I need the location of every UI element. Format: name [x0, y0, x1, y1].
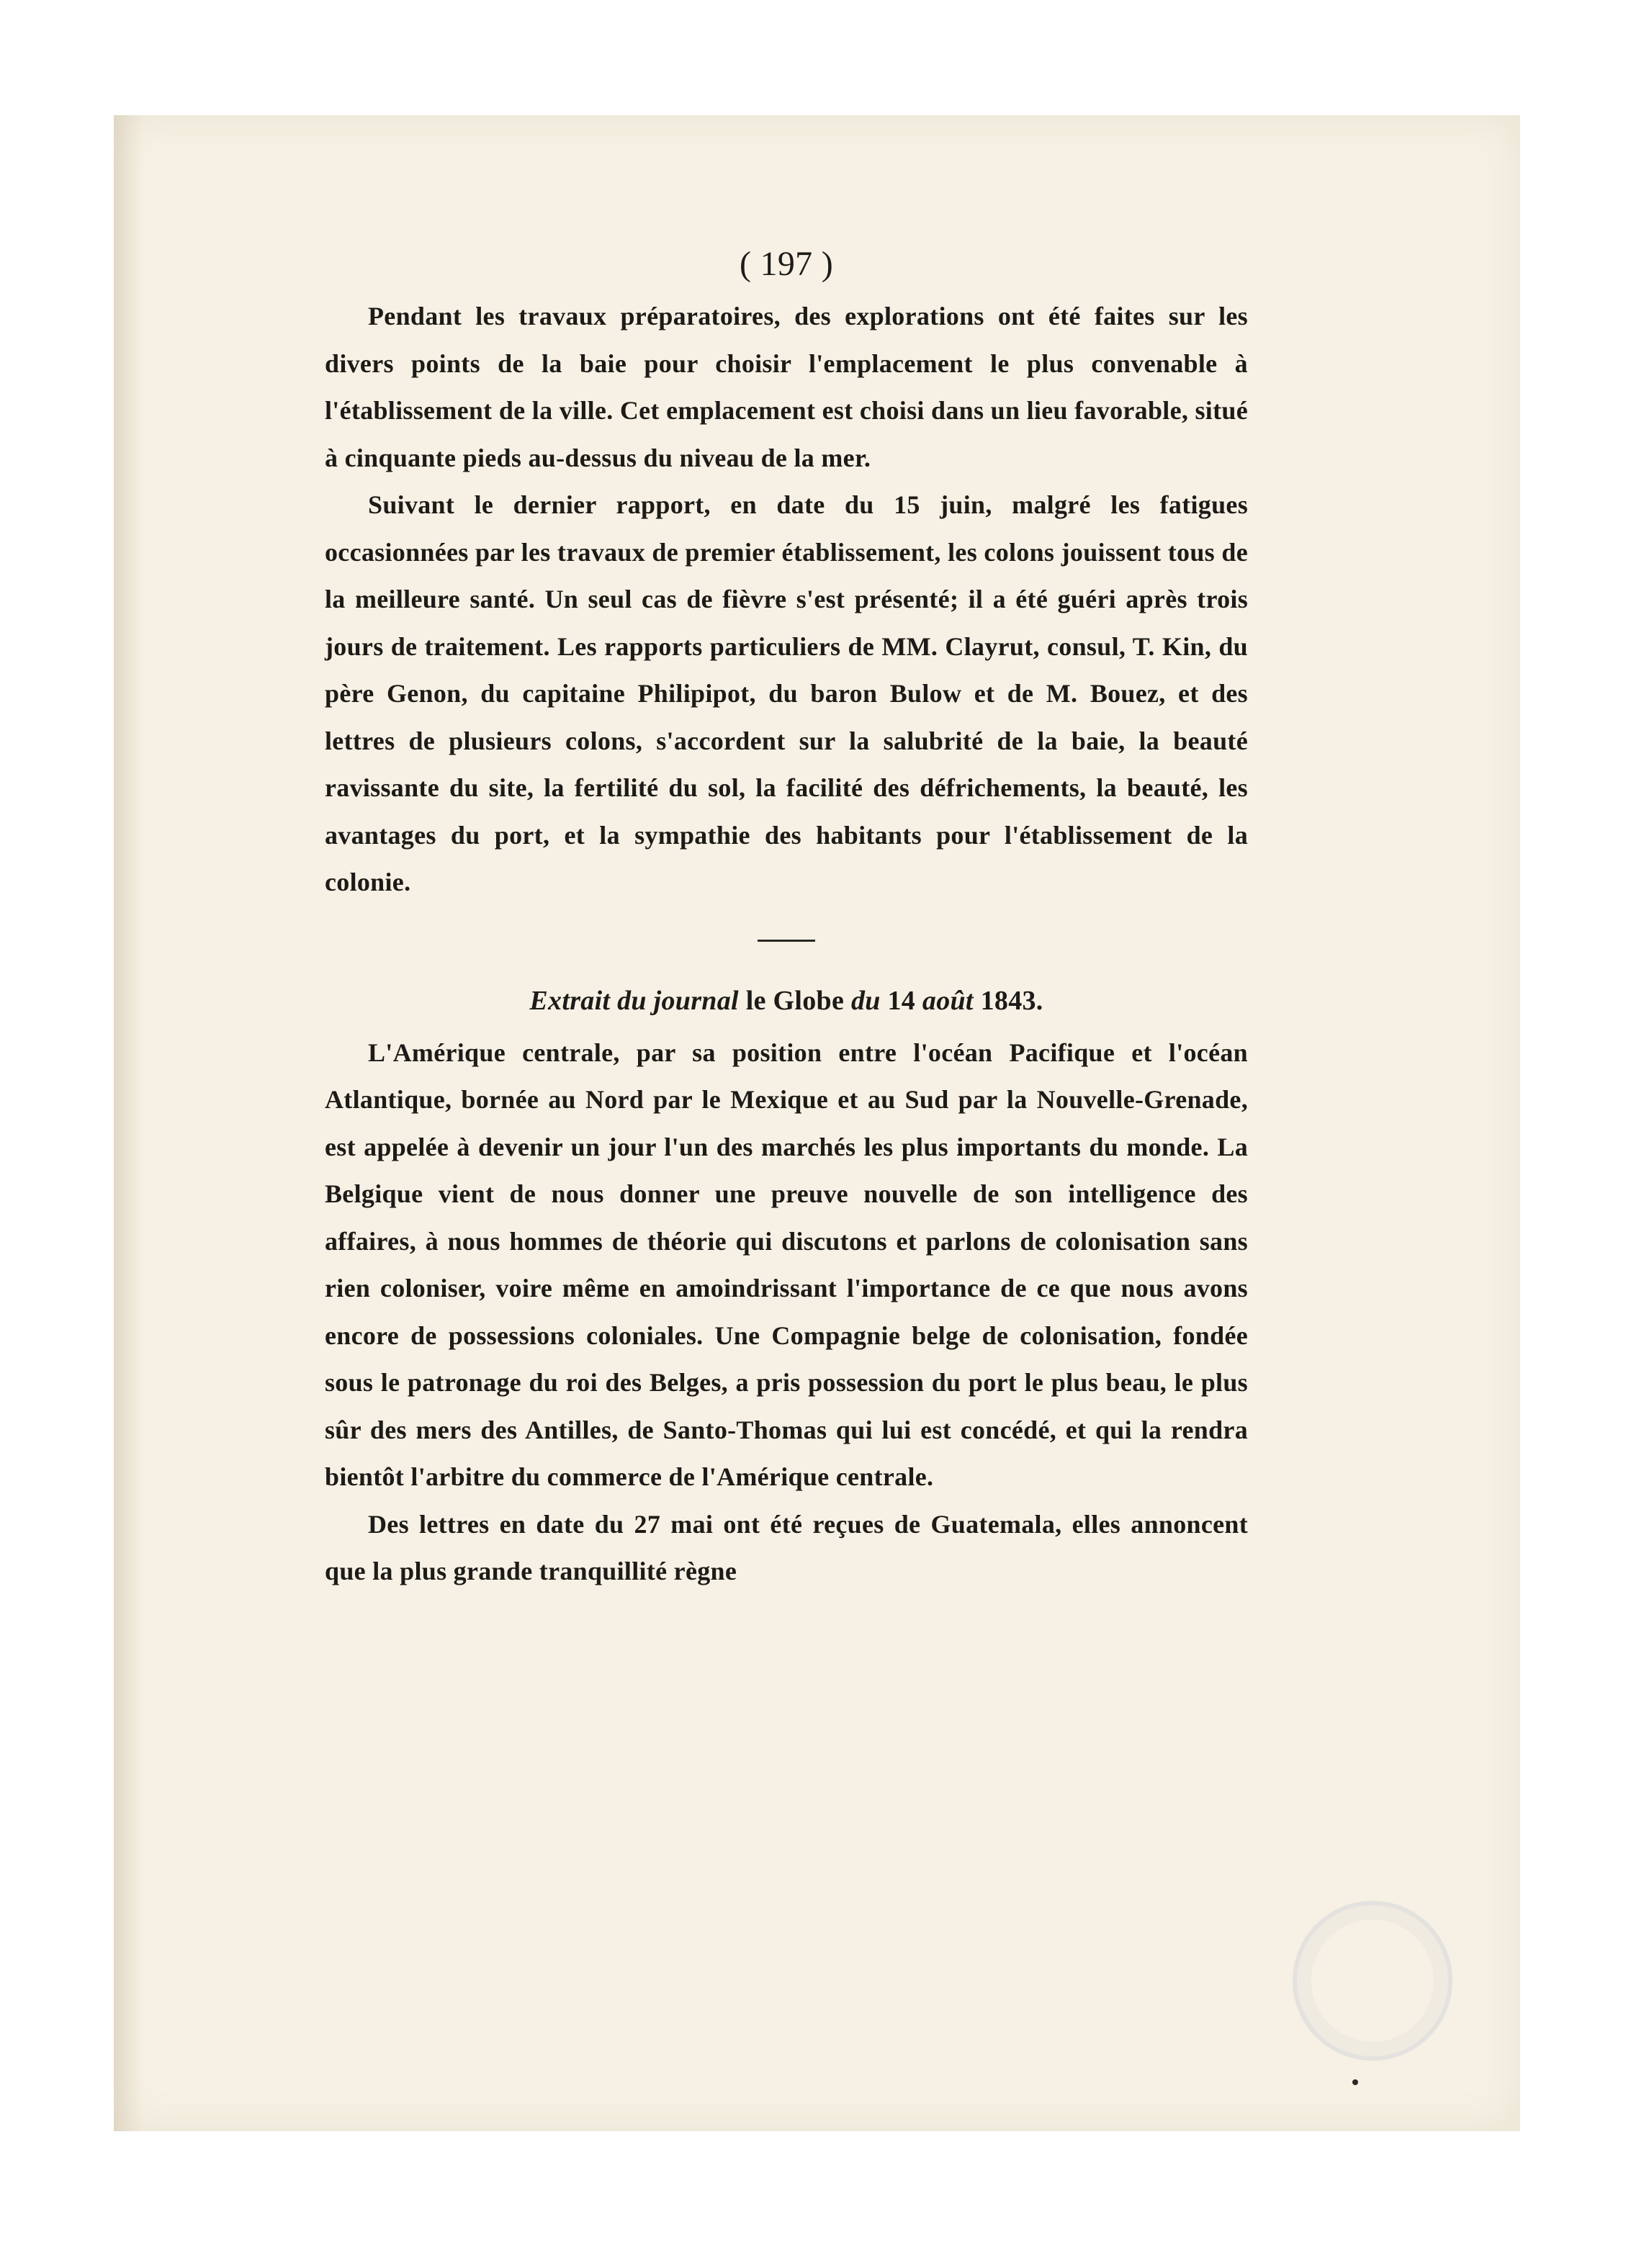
heading-extrait: Extrait du journal: [529, 985, 739, 1016]
heading-globe: le Globe: [738, 985, 851, 1016]
heading-du: du: [850, 985, 881, 1016]
section-separator: [758, 940, 815, 942]
paragraph-rapport: Suivant le dernier rapport, en date du 15 juin, malgré les fatigues occasionnées par les travaux de premier établissement, les colons jouissent tous de la meilleure santé. Un seul cas de fièvre s'est présenté; il a été guéri après trois jours de traitement. Les rapports particuliers de MM. Clayrut, consul, T. Kin, du père Genon, du capitaine Philipipot, du baron Bulow et de M. Bouez, et des lettres de plusieurs colons, s'accordent sur la salubrité de la baie, la beauté ravissante du site, la fertilité du sol, la facilité des défrichements, la beauté, les avantages du port, et la sympathie des habitants pour l'établissement de la colonie.: [325, 490, 1248, 896]
page-text: [325, 243, 1248, 1596]
page-number: ( 197 ): [739, 245, 834, 283]
paragraph-explorations: Pendant les travaux préparatoires, des explorations ont été faites sur les divers points de la baie pour choisir l'emplacement le plus convenable à l'établissement de la ville. Cet emplacement est choisi dans un lieu favorable, situé à cinquante pieds au-dessus du niveau de la mer.: [325, 302, 1248, 472]
heading-day: 14: [880, 985, 922, 1016]
library-stamp-faded: [1293, 1901, 1452, 2061]
paragraph-lettres: Des lettres en date du 27 mai ont été reçues de Guatemala, elles annoncent que la plus grande tranquillité règne: [325, 1509, 1248, 1585]
page-binding-shadow: [114, 115, 143, 2131]
heading-month: août: [922, 985, 974, 1016]
heading-year: 1843.: [973, 985, 1043, 1016]
paragraph-amerique: L'Amérique centrale, par sa position entre l'océan Pacifique et l'océan Atlantique, bornée au Nord par le Mexique et au Sud par la Nouvelle-Grenade, est appelée à devenir un jour l'un des marchés les plus importants du monde. La Belgique vient de nous donner une preuve nouvelle de son intelligence des affaires, à nous hommes de théorie qui discutons et parlons de colonisation sans rien coloniser, voire même en amoindrissant l'importance de ce que nous avons encore de possessions coloniales. Une Compagnie belge de colonisation, fondée sous le patronage du roi des Belges, a pris possession du port le plus beau, le plus sûr des mers des Antilles, de Santo-Thomas qui lui est concédé, et qui la rendra bientôt l'arbitre du commerce de l'Amérique centrale.: [325, 1038, 1248, 1491]
ink-speck: [1352, 2079, 1358, 2085]
section-heading: [325, 979, 1248, 1022]
